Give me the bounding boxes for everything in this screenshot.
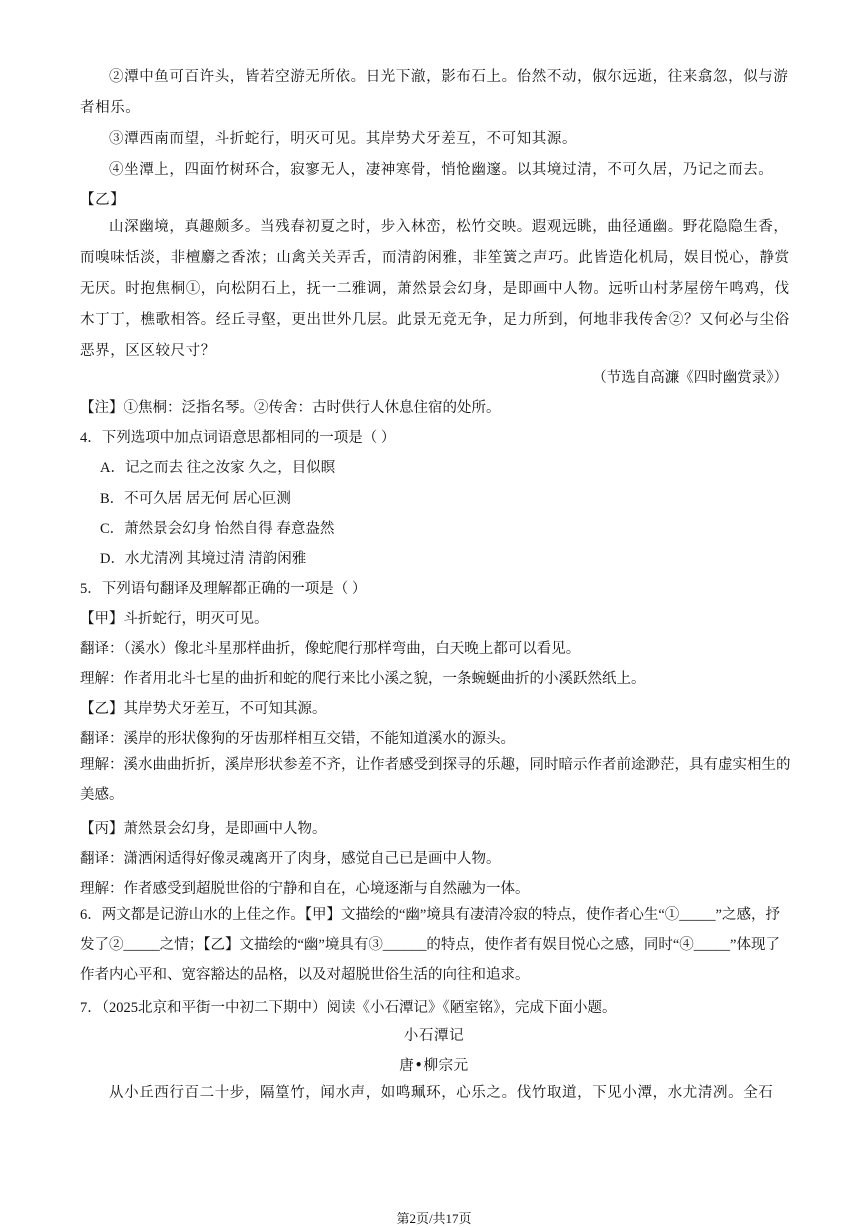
annotation-note: 【注】①焦桐：泛指名琴。②传舍：古时供行人休息住宿的处所。 <box>80 400 501 416</box>
q4-option-d: D．水尤清冽 其境过清 清韵闲雅 <box>100 551 307 567</box>
jia-paragraph-2: ②潭中鱼可百许头，皆若空游无所依。日光下澈，影布石上。佁然不动，俶尔远逝，往来翕忽，似与游者相乐。 <box>80 69 789 116</box>
question-6: 6．两文都是记游山水的上佳之作。【甲】文描绘的“幽”境具有凄清冷寂的特点，使作者心生“①_____”之感，抒发了②_____之情；【乙】文描绘的“幽”境具有③______的特点，使作者有娱目悦心之感，同时“④_____”体现了作者内心平和、宽容豁达的品格，以及对超脱世俗生活的向往和追求。 <box>80 907 780 983</box>
jia-paragraph-4: ④坐潭上，四面竹树环合，寂寥无人，凄神寒骨，悄怆幽邃。以其境过清，不可久居，乃记之而去。 <box>109 162 774 178</box>
poem-author: 唐•柳宗元 <box>399 1058 469 1074</box>
poem-title: 小石潭记 <box>403 1028 465 1044</box>
source-citation: （节选自高濂《四时幽赏录》） <box>592 370 788 386</box>
yi-passage: 山深幽境，真趣颇多。当残春初夏之时，步入林峦，松竹交映。遐观远眺，曲径通幽。野花隐隐生香，而嗅味恬淡，非檀麝之香浓；山禽关关弄舌，而清韵闲雅，非笙簧之声巧。此皆造化机局，娱目悦心，静赏无厌。时抱焦桐①，向松阴石上，抚一二雅调，萧然景会幻身，是即画中人物。远听山村茅屋傍午鸣鸡，伐木丁丁，樵歌相答。经丘寻壑，更出世外几层。此景无竞无争，足力所到，何地非我传舍②？又何必与尘俗恶界，区区较尺寸？ <box>80 219 790 359</box>
question-5-stem: 5．下列语句翻译及理解都正确的一项是（ ） <box>80 581 367 597</box>
q4-option-b: B．不可久居 居无何 居心叵测 <box>100 491 291 507</box>
question-4-stem: 4．下列选项中加点词语意思都相同的一项是（ ） <box>80 430 396 446</box>
q5-bing-translation: 翻译：潇洒闲适得好像灵魂离开了肉身，感觉自己已是画中人物。 <box>80 851 501 867</box>
q4-option-c: C．萧然景会幻身 怡然自得 春意盎然 <box>100 521 335 537</box>
question-7-stem: 7．（2025北京和平街一中初二下期中）阅读《小石潭记》《陋室铭》，完成下面小题。 <box>80 1000 617 1016</box>
q5-bing-sentence: 【丙】萧然景会幻身，是即画中人物。 <box>80 821 327 837</box>
q5-jia-translation: 翻译：（溪水）像北斗星那样曲折，像蛇爬行那样弯曲，白天晚上都可以看见。 <box>80 641 581 657</box>
q5-jia-understanding: 理解：作者用北斗七星的曲折和蛇的爬行来比小溪之貌，一条蜿蜒曲折的小溪跃然纸上。 <box>80 671 646 687</box>
poem-first-line: 从小丘西行百二十步，隔篁竹，闻水声，如鸣珮环，心乐之。伐竹取道，下见小潭，水尤清冽。全石 <box>109 1085 774 1101</box>
q5-yi-sentence: 【乙】其岸势犬牙差互，不可知其源。 <box>80 701 327 717</box>
q4-option-a: A．记之而去 往之汝家 久之，目似瞑 <box>100 460 336 476</box>
q5-bing-understanding: 理解：作者感受到超脱世俗的宁静和自在，心境逐渐与自然融为一体。 <box>80 881 530 897</box>
jia-paragraph-3: ③潭西南而望，斗折蛇行，明灭可见。其岸势犬牙差互，不可知其源。 <box>109 131 578 147</box>
q5-yi-understanding: 理解：溪水曲曲折折，溪岸形状参差不齐，让作者感受到探寻的乐趣，同时暗示作者前途渺茫，具有虚实相生的美感。 <box>80 757 791 803</box>
q5-jia-sentence: 【甲】斗折蛇行，明灭可见。 <box>80 611 269 627</box>
yi-label: 【乙】 <box>80 192 126 208</box>
q5-yi-translation: 翻译：溪岸的形状像狗的牙齿那样相互交错，不能知道溪水的源头。 <box>80 731 515 747</box>
page-footer: 第2页/共17页 <box>396 1211 472 1226</box>
